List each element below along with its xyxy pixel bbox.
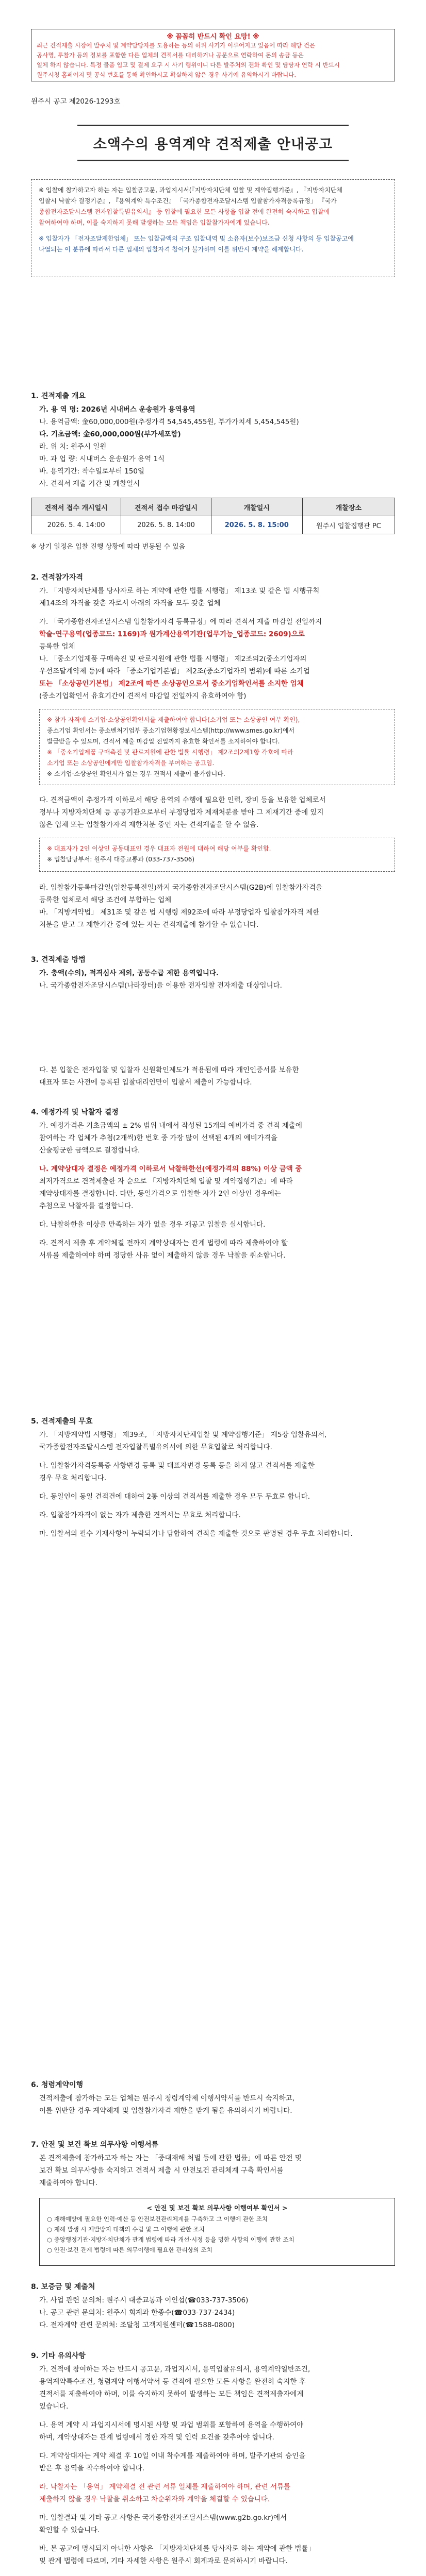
s2-notice-box <box>39 709 395 785</box>
intro-sub-1: ※ 입찰자가 「전자조달제한업체」 또는 입찰금액의 구조 입찰내역 및 소유자(보수)보조금 신청 사항의 등 입찰공고에 <box>39 235 354 242</box>
s4-item-7: 추첨으로 낙찰자를 결정합니다. <box>39 1202 134 1210</box>
s2-box-line-2: 중소기업 확인서는 중소벤처기업부 중소기업현황정보시스템(http://www.smes.go.kr)에서 <box>47 727 295 734</box>
s3b-2: 대표자 또는 사전에 등록된 입찰대리인만이 입찰서 제출이 가능합니다. <box>39 1078 252 1087</box>
s9-item-5: 나. 용역 계약 시 과업지시서에 명시된 사항 및 과업 범위를 포함하여 용역을 수행하여야 <box>39 2421 304 2429</box>
title-rule-bottom <box>77 160 349 161</box>
s2-more-3: 마. 「지방계약법」 제31조 및 같은 법 시행령 제92조에 따라 부정당업자 입찰참가자격 제한 <box>39 908 320 917</box>
s9-item-12: 확인할 수 있습니다. <box>39 2526 100 2534</box>
warning-line-4: 원주시청 홈페이지 및 공식 번호를 통해 확인하시고 확실하지 않은 경우 사기에 유의하시기 바랍니다. <box>37 71 296 78</box>
s4-item-9: 라. 견적서 제출 후 계약체결 전까지 계약상대자는 관계 법령에 따라 제출하여야 할 <box>39 1239 288 1247</box>
s4-item-1: 가. 예정가격은 기초금액의 ± 2% 범위 내에서 작성된 15개의 예비가격 중 견적 제출에 <box>39 1122 302 1130</box>
s9-item-9: 라. 낙찰자는 「용역」 계약체결 전 관련 서류 일체를 제출하여야 하며, 관련 서류를 <box>39 2483 291 2491</box>
s5-item-5: 다. 동일인이 동일 견적건에 대하여 2통 이상의 견적서를 제출한 경우 모두 무효로 합니다. <box>39 1493 310 1501</box>
s7-box-line-3: ○ 중앙행정기관·지방자치단체가 관계 법령에 따라 개선·시정 등을 명한 사항의 이행에 관한 조치 <box>47 2236 294 2243</box>
notice-number: 원주시 공고 제2026-1293호 <box>31 97 121 106</box>
s3-item-2: 나. 국가종합전자조달시스템(나라장터)을 이용한 전자입찰 전자제출 대상입니다. <box>39 981 282 990</box>
schedule-place: 원주시 입찰집행관 PC <box>302 516 395 534</box>
s9-item-1: 가. 견적에 참여하는 자는 반드시 공고문, 과업지시서, 용역입찰유의서, 용역계약일반조건, <box>39 2365 310 2374</box>
s2-box-line-5: 소기업 또는 소상공인에게만 입찰참가자격을 부여하는 공고임. <box>47 759 215 767</box>
s1-item-7: 사. 견적서 제출 기간 및 개찰일시 <box>39 480 140 488</box>
s7-checklist-box <box>39 2198 395 2266</box>
s4-item-5: 최저가격으로 견적제출한 자 순으로 「지방자치단체 입찰 및 계약집행기준」에 따라 <box>39 1177 293 1185</box>
warning-line-1: 최근 견적제출 시장에 발주처 및 계약담당자를 도용하는 등의 허위 사기가 이루어지고 있음에 따라 해당 건은 <box>37 42 315 49</box>
s2-more-4: 처분을 받고 그 제한기간 중에 있는 자는 견적제출에 참가할 수 없습니다. <box>39 921 259 929</box>
s9-item-11: 마. 입찰결과 및 기타 공고 사항은 국가종합전자조달시스템(www.g2b.go.kr)에서 <box>39 2514 287 2522</box>
schedule-header-2: 견적서 접수 마감일시 <box>121 498 211 516</box>
s6-item-1: 견적제출에 참가하는 모든 업체는 원주시 청렴계약제 이행서약서를 반드시 숙지하고, <box>39 2094 295 2103</box>
s9-item-10: 제출하지 않을 경우 낙찰을 취소하고 차순위자와 계약을 체결할 수 있습니다. <box>39 2495 270 2503</box>
s9-item-3: 견적서를 제출하여야 하며, 이를 숙지하지 못하여 발생하는 모든 책임은 견적제출자에게 <box>39 2390 304 2398</box>
s5-item-4: 경우 무효 처리합니다. <box>39 1474 107 1482</box>
warning-banner <box>31 29 395 81</box>
s2-item-2: 제14조의 자격을 갖춘 자로서 아래의 자격을 모두 갖춘 업체 <box>39 599 221 607</box>
warning-line-3: 일체 하지 않습니다. 특정 물품 입고 및 결제 요구 시 사기 행위이니 다른 발주처의 전화 확인 및 담당자 연락 시 반드시 <box>37 61 340 69</box>
section-1-heading: 1. 견적제출 개요 <box>31 392 86 400</box>
intro-notice-box <box>31 179 395 277</box>
s7-box-line-4: ○ 안전·보건 관계 법령에 따른 의무이행에 필요한 관리상의 조치 <box>47 2246 212 2253</box>
section-8-heading: 8. 보증금 및 제출처 <box>31 2283 95 2291</box>
section-2-heading: 2. 견적참가자격 <box>31 573 84 582</box>
s2-box-line-3: 발급받을 수 있으며, 견적서 제출 마감일 전일까지 유효한 확인서를 소지하여야 합니다. <box>47 738 280 745</box>
s4-item-6: 계약상대자를 결정합니다. 다만, 동일가격으로 입찰한 자가 2인 이상인 경우에는 <box>39 1190 281 1198</box>
s8-item-2: 나. 공고 관련 문의처: 원주시 회계과 한종수(☎033-737-2434) <box>39 2309 235 2317</box>
section-5-heading: 5. 견적제출의 무효 <box>31 1417 93 1426</box>
s9-item-2: 용역계약특수조건, 청렴계약 이행서약서 등 견적에 필요한 모든 사항을 완전히 숙지한 후 <box>39 2378 306 2386</box>
s9-item-4: 있습니다. <box>39 2402 69 2411</box>
s2-extra-1: 다. 견적금액이 추정가격 이하로서 해당 용역의 수행에 필요한 인력, 장비 등을 보유한 업체로서 <box>39 796 326 804</box>
s5-item-7: 마. 입찰서의 필수 기재사항이 누락되거나 담합하여 견적을 제출한 것으로 판명된 경우 무효 처리합니다. <box>39 1530 353 1538</box>
s9-item-14: 및 관계 법령에 따르며, 기타 자세한 사항은 원주시 회계과로 문의하시기 바랍니다. <box>39 2557 288 2565</box>
s9-item-7: 다. 계약상대자는 계약 체결 후 10일 이내 착수계를 제출하여야 하며, 발주기관의 승인을 <box>39 2452 306 2460</box>
s9-item-13: 바. 본 공고에 명시되지 아니한 사항은 「지방자치단체를 당사자로 하는 계약에 관한 법률」 <box>39 2545 315 2553</box>
section-3-heading: 3. 견적제출 방법 <box>31 956 86 964</box>
schedule-open: 2026. 5. 4. 14:00 <box>31 516 121 534</box>
s2-box-line-6: ※ 소기업·소상공인 확인서가 없는 경우 견적서 제출이 불가합니다. <box>47 770 225 777</box>
s9-item-8: 받은 후 용역을 착수하여야 합니다. <box>39 2464 145 2472</box>
s7-box-title: < 안전 및 보건 확보 의무사항 이행여부 확인서 > <box>146 2204 288 2212</box>
s7-box-line-2: ○ 재해 발생 시 재발방지 대책의 수립 및 그 이행에 관한 조치 <box>47 2226 205 2233</box>
intro-line-2: 입찰시 낙찰자 결정기준』, 『용역계약 특수조건』 「국가종합전자조달시스템 입찰참가자격등록규정」 『국가 <box>39 197 337 205</box>
intro-line-4: 참여하여야 하며, 이를 숙지하지 못해 발생하는 모든 책임은 입찰참가자에게 있습니다. <box>39 219 270 226</box>
s5-item-6: 라. 입찰참가자격이 없는 자가 제출한 견적서는 무효로 처리합니다. <box>39 1511 241 1519</box>
s4-item-10: 서류를 제출하여야 하며 정당한 사유 없이 제출하지 않을 경우 낙찰을 취소합니다. <box>39 1251 286 1260</box>
s4-item-3: 산술평균한 금액으로 결정합니다. <box>39 1146 140 1155</box>
s5-item-2: 국가종합전자조달시스템 전자입찰특별유의서에 의한 무효입찰로 처리합니다. <box>39 1443 272 1451</box>
schedule-opening: 2026. 5. 8. 15:00 <box>211 516 302 534</box>
s4-item-8: 다. 낙찰하한율 이상을 만족하는 자가 없을 경우 재공고 입찰을 실시합니다. <box>39 1221 266 1229</box>
s2-extra-note-box <box>39 838 395 872</box>
section-9-heading: 9. 기타 유의사항 <box>31 2352 86 2360</box>
schedule-header-4: 개찰장소 <box>302 498 395 516</box>
s2-item-7: 우선조달계약제 등)에 따라 「중소기업기본법」 제2조(중소기업자의 범위)에 따른 소기업 <box>39 667 310 675</box>
section-7-heading: 7. 안전 및 보건 확보 의무사항 이행서류 <box>31 2141 159 2149</box>
warning-line-2: 공사명, 투찰가 등의 정보를 포함한 다른 업체의 견적서를 대리하거나 공문으로 연락하여 돈의 송금 등은 <box>37 52 304 59</box>
s1-item-3: 다. 기초금액: 金60,000,000원(부가세포함) <box>39 430 181 438</box>
s2-more-2: 등록한 업체로서 해당 조건에 부합하는 업체 <box>39 896 172 904</box>
s2-extra-note-1: ※ 대표자가 2인 이상인 공동대표인 경우 대표자 전원에 대하여 해당 여부를 확인함. <box>47 845 271 852</box>
s2-item-9: (중소기업확인서 유효기간이 견적서 마감일 전일까지 유효하여야 함) <box>39 692 247 700</box>
s1-item-2: 나. 용역금액: 金60,000,000원(추정가격 54,545,455원, 부가가치세 5,454,545원) <box>39 418 299 426</box>
s5-item-3: 나. 입찰참가자격등록증 사항변경 등록 및 대표자변경 등록 등을 하지 않고 견적서를 제출한 <box>39 1462 315 1470</box>
s1-item-6: 바. 용역기간: 착수일로부터 150일 <box>39 467 144 476</box>
intro-line-3: 종합전자조달시스템 전자입찰특별유의서』 등 입찰에 필요한 모든 사항을 입찰 전에 완전히 숙지하고 입찰에 <box>39 208 330 215</box>
s3-item-1: 가. 충액(수의), 적격심사 제외, 공동수급 제한 용역입니다. <box>39 969 219 977</box>
s2-item-5: 등록한 업체 <box>39 642 75 651</box>
s8-item-1: 가. 사업 관련 문의처: 원주시 대중교통과 이인섭(☎033-737-3506) <box>39 2296 249 2304</box>
schedule-close: 2026. 5. 8. 14:00 <box>121 516 211 534</box>
s2-item-6: 나. 「중소기업제품 구매촉진 및 판로지원에 관한 법률 시행령」 제2조의2(중소기업자의 <box>39 655 307 663</box>
warning-heading: ※ 꼼꼼히 반드시 확인 요망! ※ <box>167 33 259 41</box>
section-6-heading: 6. 청렴계약이행 <box>31 2081 84 2089</box>
s6-item-2: 이를 위반할 경우 계약해제 및 입찰참가자격 제한을 받게 됨을 유의하시기 바랍니다. <box>39 2107 292 2115</box>
s4-item-4: 나. 계약상대자 결정은 예정가격 이하로서 낙찰하한선(예정가격의 88%) 이상 금액 중 <box>39 1165 302 1173</box>
page-title: 소액수의 용역계약 견적제출 안내공고 <box>93 137 333 152</box>
s7-item-3: 제출하여야 합니다. <box>39 2179 97 2187</box>
schedule-note: ※ 상기 일정은 입찰 진행 상황에 따라 변동될 수 있음 <box>31 543 186 551</box>
s7-item-1: 본 견적제출에 참가하고자 하는 자는 「중대재해 처벌 등에 관한 법률」에 따른 안전 및 <box>39 2154 302 2162</box>
section-4-heading: 4. 예정가격 및 낙찰자 결정 <box>31 1108 119 1116</box>
s2-box-line-1: ※ 참가 자격에 소기업·소상공인확인서를 제출하여야 합니다(소기업 또는 소상공인 여부 확인), <box>47 716 300 723</box>
s1-item-5: 마. 과 업 량: 시내버스 운송원가 용역 1식 <box>39 455 165 463</box>
s2-item-8: 또는 「소상공인기본법」 제2조에 따른 소상공인으로서 중소기업확인서를 소지한 업체 <box>39 680 304 688</box>
s2-item-3: 가. 「국가종합전자조달시스템 입찰참가자격 등록규정」에 따라 견적서 제출 마감일 전일까지 <box>39 618 322 626</box>
s2-item-4: 학술·연구용역(업종코드: 1169)과 원가계산용역기관(업무기능_업종코드: 2609)으로 <box>39 630 305 638</box>
s2-extra-2: 정부나 지방자치단체 등 공공기관으로부터 부정당업자 제재처분을 받아 그 제재기간 중에 있지 <box>39 808 324 817</box>
s2-extra-note-2: ※ 입찰담당부서: 원주시 대중교통과 (033-737-3506) <box>47 856 195 863</box>
intro-sub-2: 나열되는 이 분류에 따라서 다른 업체의 입찰자격 참여가 불가하며 이를 위반시 계약을 해제합니다. <box>39 246 304 253</box>
s7-box-line-1: ○ 재해예방에 필요한 인력·예산 등 안전보건관리체계를 구축하고 그 이행에 관한 조치 <box>47 2215 268 2223</box>
s2-item-1: 가. 「지방자치단체를 당사자로 하는 계약에 관한 법률 시행령」 제13조 및 같은 법 시행규칙 <box>39 587 320 595</box>
schedule-header-1: 견적서 접수 개시일시 <box>31 498 121 516</box>
s4-item-2: 참여하는 각 업체가 추첨(2개씩)한 번호 중 가장 많이 선택된 4개의 예비가격을 <box>39 1134 277 1142</box>
s3b-1: 다. 본 입찰은 전자입찰 및 입찰자 신원확인제도가 적용됨에 따라 개인인증서를 보유한 <box>39 1066 299 1074</box>
title-rule-top <box>77 125 349 126</box>
schedule-table <box>31 498 395 534</box>
s2-box-line-4: ※ 「중소기업제품 구매촉진 및 판로지원에 관한 법률 시행령」 제2조의2제1항 각호에 따라 <box>47 749 293 756</box>
s2-extra-3: 않은 업체 또는 입찰참가자격 제한처분 중인 자는 견적제출을 할 수 없음. <box>39 821 259 829</box>
s7-item-2: 보건 확보 의무사항을 숙지하고 견적서 제출 시 안전보건 관리체계 구축 확인서를 <box>39 2166 284 2175</box>
s2-more-1: 라. 입찰참가등록마감일(입찰등록전일)까지 국가종합전자조달시스템(G2B)에 입찰참가자격을 <box>39 884 323 892</box>
intro-line-1: ※ 입찰에 참가하고자 하는 자는 입찰공고문, 과업지시서(『지방자치단체 입찰 및 계약집행기준』, 『지방자치단체 <box>39 187 342 194</box>
s1-item-4: 라. 위 치: 원주시 일원 <box>39 443 107 451</box>
s5-item-1: 가. 「지방계약법 시행령」 제39조, 「지방자치단체입찰 및 계약집행기준」 제5장 입찰유의서, <box>39 1431 327 1439</box>
s8-item-3: 다. 전자계약 관련 문의처: 조달청 고객지원센터(☎1588-0800) <box>39 2321 235 2329</box>
s1-item-1: 가. 용 역 명: 2026년 시내버스 운송원가 용역용역 <box>39 405 195 414</box>
s9-item-6: 하며, 계약상대자는 관계 법령에서 정한 자격 및 인력 요건을 갖추어야 합니다. <box>39 2433 274 2442</box>
schedule-header-3: 개찰일시 <box>211 498 302 516</box>
